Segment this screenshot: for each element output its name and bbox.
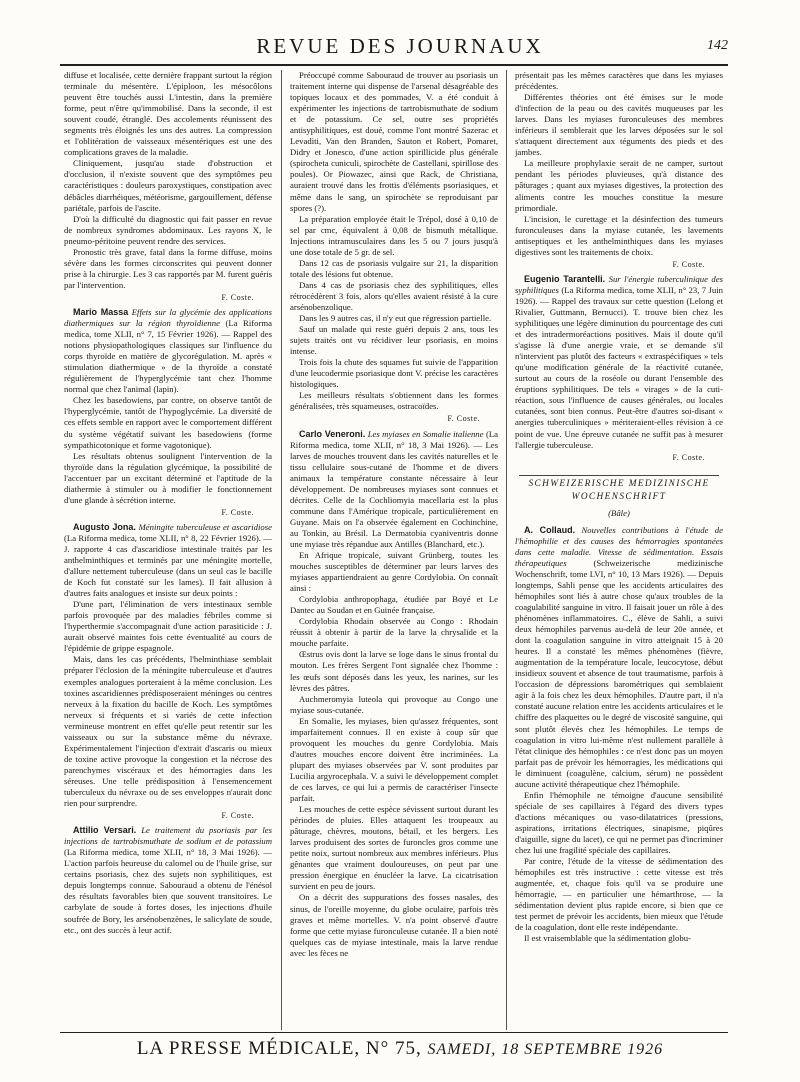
- article-reference: (La Riforma medica, tome XLII, n° 18, 3 Mai 1926).: [64, 847, 260, 858]
- header-rule: [60, 64, 728, 66]
- journal-section-heading: [515, 475, 723, 519]
- article-reference: (La Riforma medica, tome XLII, n° 8, 22 Février 1926).: [64, 532, 261, 543]
- paragraph: Préoccupé comme Sabouraud de trouver au psoriasis un traitement interne qui dispense de l'arsenal désagréable des topiques locaux et des pommades, V. a été conduit à expérimenter les injections de tartrobismuthate de sodium et de potassium. Ce sel, outre ses propriétés antisyphilitiques, est doué, comme l'ont montré Sazerac et Levaditi, Van den Branden, Sauton et Robert, Pomaret, Didry et Jonesco, d'une action spirillicide plus générale (spirocheta cuniculi, spirochète de Castellani, spirillose des poules). Or Piowazec, ainsi que Rack, de Christiana, auraient trouvé dans les frottis d'éléments psoriasiques, et même dans le sang, un spirochète se reproduisant par spores (?).: [290, 70, 498, 213]
- article-reference: (La Riforma medica, tome XLII, n° 18, 3 Mai 1926).: [290, 428, 498, 450]
- paragraph: Dans 4 cas de psoriasis chez des syphilitiques, elles rétrocédèrent 3 fois, alors qu'elles avaient résisté à la cure arsénobenzolique.: [290, 279, 498, 312]
- paragraph: Enfin l'hémophile ne témoigne d'aucune sensibilité spéciale de ses capillaires à l'égard des divers types d'actions mécaniques ou vaso-dilatatrices (pressions, aspirations, irritations électriques, sinapisme, piqûres d'aiguille, signe du lacet), ce qui ne permet pas d'incriminer chez lui une fragilité spéciale des capillaires.: [515, 789, 723, 856]
- signature: F. Coste.: [221, 811, 254, 821]
- signature: F. Coste.: [221, 292, 254, 302]
- paragraph: présentait pas les mêmes caractères que dans les myiases précédentes.: [515, 70, 723, 92]
- paragraph: Par contre, l'étude de la vitesse de sédimentation des hémophiles est très instructive : cette vitesse est très augmentée, et, chaque fois qu'il va se produire une hémorragie, — en particulier une hémarthrose, — la sédimentation devient plus rapide encore, si bien que ce test permet de prévoir les accidents, bien mieux que l'étude de la coagulation, dont elle reste indépendante.: [515, 856, 723, 933]
- signature: F. Coste.: [672, 452, 705, 462]
- article-title: Les myiases en Somalie italienne: [367, 428, 484, 439]
- footer-journal: LA PRESSE MÉDICALE, N° 75,: [136, 1038, 422, 1059]
- paragraph: Les meilleurs résultats s'obtiennent dans les formes généralisées, très squameuses, ostracoïdes.: [290, 390, 498, 412]
- column-2: [290, 70, 498, 1030]
- signature: F. Coste.: [672, 259, 705, 269]
- page-header: [0, 34, 800, 62]
- paragraph: Pronostic très grave, fatal dans la forme diffuse, moins sévère dans les formes circonscrites qui peuvent donner prise à la chirurgie. Les 3 cas rapportés par M. furent guéris par l'intervention.: [64, 246, 272, 290]
- paragraph: On a décrit des suppurations des fosses nasales, des sinus, de l'oreille moyenne, du globe oculaire, parfois très graves et même mortelles. V. n'a point observé d'autre forme que cette myiase furonculeuse cutanée. Il a bien noté quelques cas de myiase intestinale, mais la larve rendue avec les fèces ne: [290, 892, 498, 958]
- paragraph: Chez les basedowiens, par contre, on observe tantôt de l'hyperglycémie, tantôt de l'hypoglycémie. La diversité de ces effets semble en rapport avec le comportement différent du système végétatif suivant les basedowiens (forme sympathicotonique et forme vagotonique).: [64, 395, 272, 450]
- article-title: Le traitement du psoriasis par les injections de tartrobismuthate de sodium et de potassium: [64, 825, 272, 847]
- paragraph: La meilleure prophylaxie serait de ne camper, surtout pendant les périodes pluvieuses, qu'à distance des pâturages ; quant aux myiases digestives, la protection des aliments contre les mouches constitue la mesure primordiale.: [515, 158, 723, 213]
- paragraph: En Afrique tropicale, suivant Grünberg, toutes les mouches susceptibles de déterminer par leurs larves des myiases appartiendraient au genre Cordylobia. On connaît ainsi :: [290, 550, 498, 594]
- article-body: — Depuis longtemps, Sahli pense que les accidents articulaires des hémophiles sont liés à autre chose qu'aux troubles de la coagulabilité sanguine in vitro. Il faisait jouer un rôle à des phénomènes inflammatoires. C., élève de Sahli, a suivi deux hémophiles parvenus au-delà de leur 20e année, et dont la coagulation sanguine in vitro atteignait 15 à 20 heures. Il a constaté les mêmes phénomènes (fièvre, augmentation de la température locale, leucocytose, début insidieux souvent et absence de tout traumatisme, parfois à l'occasion de dépressions barométriques qui semblaient agir à la fois chez les deux hémophiles. D'autre part, il n'a constaté aucune relation entre les accidents articulaires et le chiffre des plaquettes ou le degré de viscosité sanguine, qui sont plutôt élevés chez les hémophiles. Le temps de coagulation in vitro lui-même n'est nullement parallèle à l'état clinique des hémophiles : ce n'est donc pas un moyen parfait pas de prévoir les hémorragies, les médications qui le diminuent (coagulène, calcium, sérum) ne possèdent aucune activité thérapeutique chez l'hémophile.: [515, 568, 723, 789]
- paragraph: Sauf un malade qui reste guéri depuis 2 ans, tous les sujets traités ont vu récidiver leur psoriasis, en moins intense.: [290, 324, 498, 357]
- running-title: REVUE DES JOURNAUX: [256, 34, 544, 58]
- journal-city: (Bâle): [608, 507, 630, 518]
- article-reference: (Schweizerische medizinische Wochenschrift, tome LVI, n° 10, 13 Mars 1926).: [515, 557, 723, 579]
- paragraph: diffuse et localisée, cette dernière frappant surtout la région terminale du mésentère. L'épiploon, les mésocôlons peuvent être touchés aussi L'intestin, dans la première forme, peut n'être qu'immobilisé. Dans la seconde, il est souvent coudé, étranglé. Des accolements réunissent des segments très éloignés les uns des autres. La compression et l'oblitération de vaisseaux mésentériques est une des complications graves de la maladie.: [64, 70, 272, 158]
- article-author: Carlo Veneroni.: [299, 428, 366, 439]
- journal-name: SCHWEIZERISCHE MEDIZINISCHE WOCHENSCHRIFT: [528, 478, 710, 502]
- article-author: Augusto Jona.: [73, 521, 136, 532]
- article-title: Méningite tuberculeuse et ascaridiose: [138, 521, 272, 532]
- paragraph: Dans les 9 autres cas, il n'y eut que régression partielle.: [299, 313, 492, 324]
- paragraph: Dans 12 cas de psoriasis vulgaire sur 21, la disparition totale des lésions fut obtenue.: [290, 257, 498, 279]
- article-reference: (La Riforma medica, tome XLII, n° 7, 15 Février 1926).: [64, 318, 272, 340]
- article-heading: [290, 429, 498, 551]
- text-columns: [64, 70, 729, 1030]
- paragraph: Auchmeromyia luteola qui provoque au Congo une myiase sous-cutanée.: [290, 693, 498, 715]
- paragraph: En Somalie, les myiases, bien qu'assez fréquentes, sont imparfaitement connues. Il en existe à coup sûr que provoquent les mouches du genre Cordylobia. Mais d'autres mouches encore doivent être incriminées. La plupart des myiases observées par V. sont produites par Lucilia argyrocephala. V. a suivi le développement complet de ces larves, ce qui lui a permis de caractériser l'insecte parfait.: [290, 715, 498, 804]
- paragraph: D'où la difficulté du diagnostic qui fait passer en revue de nombreux syndromes abdominaux. Les rayons X, le pneumo-péritoine peuvent rendre des services.: [64, 213, 272, 246]
- article-title: Effets sur la glycémie des applications diathermiques sur la région thyroïdienne: [64, 306, 272, 329]
- article-heading: [515, 274, 723, 451]
- signature: F. Coste.: [221, 507, 254, 517]
- article-author: Mario Massa: [73, 306, 129, 317]
- paragraph: La préparation employée était le Trépol, dosé à 0,10 de sel par cmc, équivalent à 0,08 de bismuth métallique. Injections intramusculaires dans les 5 ou 7 jours jusqu'à une dose totale de 5 gr. de sel.: [290, 213, 498, 257]
- paragraph: Cordylobia anthropophaga, étudiée par Boyé et Le Dantec au Soudan et en Guinée française.: [290, 594, 498, 616]
- footer-date: SAMEDI, 18 SEPTEMBRE 1926: [427, 1041, 664, 1058]
- paragraph: Cordylobia Rhodain observée au Congo : Rhodain réussit à obtenir à partir de la larve la chrysalide et la mouche parfaite.: [290, 616, 498, 649]
- article-reference: (La Riforma medica, tome XLII, n° 23, 7 Juin 1926).: [515, 284, 723, 306]
- article-author: Eugenio Tarantelli.: [524, 273, 606, 284]
- article-heading: [64, 825, 272, 935]
- article-body: — Rappel des notions physiopathologiques classiques sur l'influence du corps thyroïde en matière de glycorégulation. M. après « stimulation diathermique » de la thyroïde a constaté régulièrement de l'hyperglycémie tant chez l'homme normal que chez l'animal (lapin).: [64, 329, 272, 395]
- paragraph: Différentes théories ont été émises sur le mode d'infection de la peau ou des cavités muqueuses par les larves. Dans les myiases furonculeuses des membres inférieurs il semblerait que les larves déposées sur le sol s'attaquent directement aux téguments des pieds et des jambes.: [515, 92, 723, 158]
- paragraph: Il est vraisemblable que la sédimentation globu-: [524, 933, 691, 944]
- article-author: A. Collaud.: [524, 524, 576, 535]
- signature: F. Coste.: [447, 414, 480, 424]
- article-heading: [515, 525, 723, 790]
- paragraph: Mais, dans les cas précédents, l'helminthiase semblait préparer l'éclosion de la méningite tuberculeuse et d'autres exemples analogues porteraient à la même conclusion. Les toxines ascaridiennes prédisposeraient méninges ou centres nerveux à la fixation du bacille de Koch. Les symptômes nerveux si fréquents et si variés de cette infection vermineuse montrent en effet qu'elle peut retentir sur les vaisseaux ou sur la substance même du névraxe. Expérimentalement l'injection d'extrait d'ascaris ou mieux de toxine active provoque la congestion et la nécrose des parenchymes viscéraux et des hémorragies dans les séreuses. Une telle prédisposition à l'ensemencement tuberculeux du névraxe ou de ses enveloppes n'aurait donc rien pour surprendre.: [64, 654, 272, 809]
- column-1: [64, 70, 272, 1030]
- column-3: [515, 70, 723, 1030]
- paragraph: Cliniquement, jusqu'au stade d'obstruction et d'occlusion, il n'existe souvent que des symptômes peu caractéristiques : douleurs paroxystiques, constipation avec débâcles diarrhéiques, météorisme, gargouillement, défense pariétale, parfois de l'ascite.: [64, 158, 272, 213]
- article-heading: [64, 522, 272, 599]
- article-body: — J. rapporte 4 cas d'ascaridiose intestinale traités par les anthelminthiques et terminés par une méningite mortelle, d'allure nettement tuberculeuse (dans un seul cas le bacille de Koch fut constaté sur les lames). Il fait allusion à d'autres faits analogues et insiste sur deux points :: [64, 532, 272, 599]
- article-heading: [64, 307, 272, 395]
- paragraph: D'une part, l'élimination de vers intestinaux semble parfois provoquée par des maladies fébriles comme si l'hyperthermie s'accompagnait d'une action parasiticide : J. aurait observé maintes fois cette éventualité au cours de l'épidémie de grippe espagnole.: [64, 599, 272, 654]
- paragraph: Trois fois la chute des squames fut suivie de l'apparition d'une leucodermie psoriasique dont V. précise les caractères histologiques.: [290, 357, 498, 390]
- paragraph: L'incision, le curettage et la désinfection des tumeurs furonculeuses dans la myiase cutanée, les lavements antiseptiques et les anthelminthiques dans les myiases digestives sont les traitements de choix.: [515, 213, 723, 257]
- article-body: — Rappel des travaux sur cette question (Lelong et Rivalier, Guttmann, Bernucci). T. trouve bien chez les syphilitiques une légère diminution du pourcentage des cuti et des intradermoréactions positives. Mais il doute qu'il s'agisse là d'une anergie vraie, et se demande s'il n'intervient pas plutôt des facteurs « extraspécifiques » tels qu'une modification générale de la réactivité cutanée, surtout au cours de la roséole ou durant l'ensemble des éruptions syphilitiques. De tels « virages » de la cuti-réaction, sous l'influence de causes générales, ou locales cutanées, sont bien connus. Peut-être d'autres soi-disant « anergies tuberculiniques » mériteraient-elles révision à ce point de vue. Une épreuve cutanée ne suffit pas à mesurer l'allergie tuberculeuse.: [515, 295, 723, 450]
- page-footer: [0, 1038, 800, 1060]
- article-body: — L'action parfois heureuse du calomel ou de l'huile grise, sur certains psoriasis, chez des sujets non syphilitiques, est depuis longtemps connue. Sabouraud a obtenu de l'énésol des résultats favorables bien que souvent transitoires. Le carbylate de soude à fortes doses, les injections d'huile soufrée de Bory, les arsénobenzènes, le salicylate de soude, etc., ont des succès à leur actif.: [64, 847, 272, 935]
- page-number: 142: [707, 38, 728, 53]
- paragraph: Les mouches de cette espèce sévissent surtout durant les périodes de pluies. Elles attaquent les troupeaux au pâturage, chèvres, moutons, bétail, et les bergers. Les larves produisent des sortes de furoncles gros comme une petite noix, surtout nombreux aux membres inférieurs. Plus gênantes que vraiment douloureuses, on peut par une pression énergique en énucléer la larve. La cicatrisation survient en peu de jours.: [290, 804, 498, 892]
- article-title: Nouvelles contributions à l'étude de l'hémophilie et des causes des hémorragies spontanées dans cette maladie. Vitesse de sédimentation. Essais thérapeutiques: [515, 524, 723, 568]
- article-title: Sur l'énergie tuberculinique des syphilitiques: [515, 273, 723, 295]
- paragraph: Les résultats obtenus soulignent l'intervention de la thyroïde dans la régulation glycémique, la possibilité de l'accentuer par un excitant déterminé et l'aptitude de la diathermie à stimuler ou à modifier le fonctionnement d'une glande à sécrétion interne.: [64, 450, 272, 505]
- section-rule: [519, 475, 719, 476]
- article-author: Attilio Versari.: [73, 825, 137, 836]
- article-body: — Les larves de mouches trouvent dans les cavités naturelles et le tissu cellulaire sous-cutané de l'homme et de divers animaux la température constante nécessaire à leur développement. De nombreuses myiases sont connues et décrites. Celle de la Cochliomyia macellaria est la plus commune dans l'Amérique tropicale, particulièrement en Guyane. Mais on l'a observée également en Cochinchine, au Tonkin, au Brésil. La Dermatobia cyaniventris donne une myiase très répandue aux Antilles (Blanchard, etc.).: [290, 439, 498, 549]
- paragraph: Œstrus ovis dont la larve se loge dans le sinus frontal du mouton. Les frères Sergent l'ont signalée chez l'homme : les œufs sont déposés dans les yeux, les narines, sur les lèvres des pâtres.: [290, 649, 498, 693]
- footer-rule: [60, 1032, 728, 1033]
